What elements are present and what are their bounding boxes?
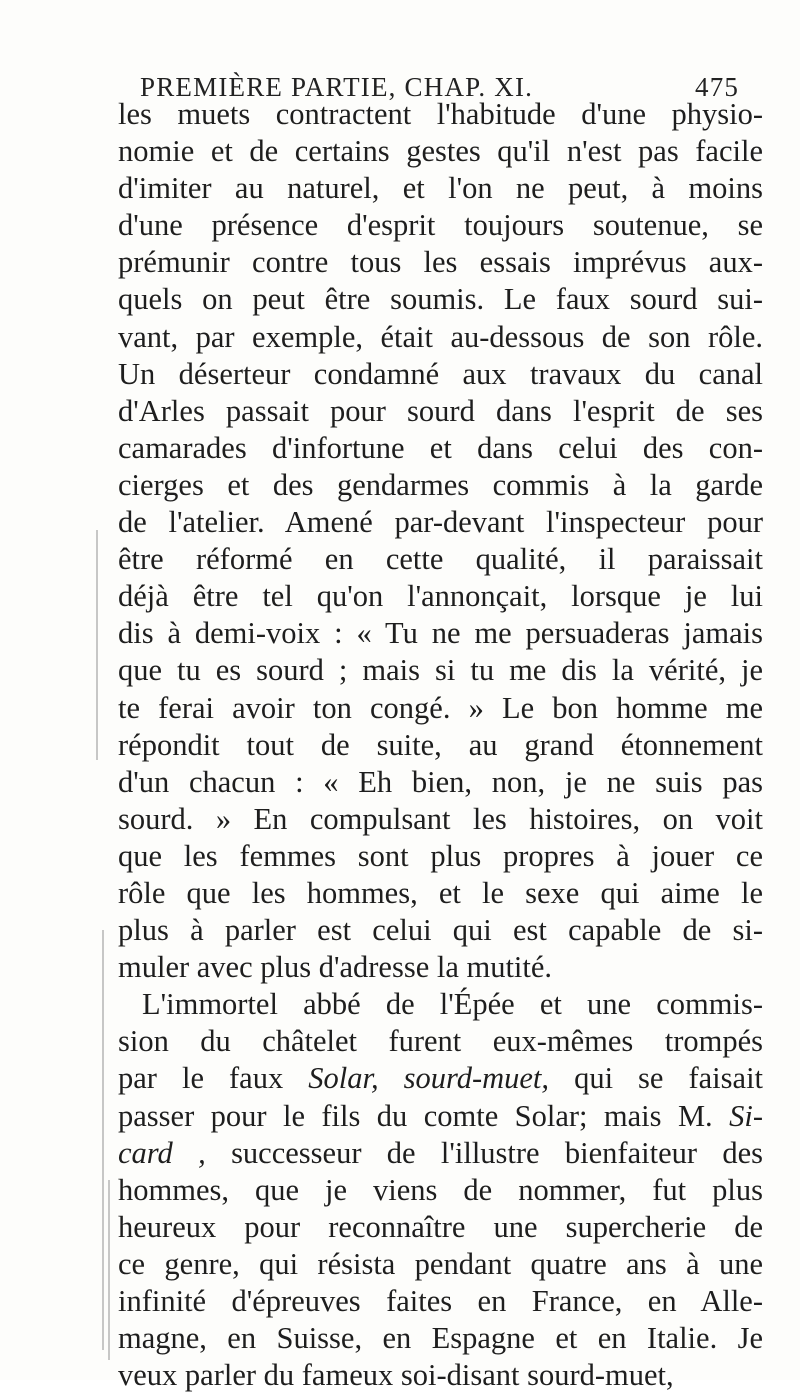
text-line: vant, par exemple, était au-dessous de son rôle. [118, 319, 763, 354]
text-line-with-italics [118, 1135, 763, 1172]
text-line: d'un chacun : « Eh bien, non, je ne suis pas [118, 764, 763, 799]
text-line: magne, en Suisse, en Espagne et en Italie. Je [118, 1321, 763, 1356]
text-line: muler avec plus d'adresse la mutité. [118, 950, 553, 985]
page-number: 475 [695, 72, 740, 102]
text-line: quels on peut être soumis. Le faux sourd sui- [118, 282, 763, 317]
text-line: que tu es sourd ; mais si tu me dis la vérité, je [118, 653, 763, 688]
body-text [118, 96, 763, 1394]
text-line: L'immortel abbé de l'Épée et une commis- [142, 987, 763, 1022]
text-run: successeur de l'illustre bienfaiteur des [231, 1135, 763, 1170]
text-line: dis à demi-voix : « Tu ne me persuaderas jamais [118, 616, 763, 651]
text-line: que les femmes sont plus propres à jouer ce [118, 838, 763, 873]
text-line-with-italics [118, 1098, 763, 1135]
text-line: sourd. » En compulsant les histoires, on voit [118, 801, 763, 836]
text-line: camarades d'infortune et dans celui des con- [118, 430, 763, 465]
text-line: d'une présence d'esprit toujours soutenue, se [118, 208, 763, 243]
text-line: rôle que les hommes, et le sexe qui aime le [118, 875, 763, 910]
text-line: hommes, que je viens de nommer, fut plus [118, 1172, 763, 1207]
text-line: d'imiter au naturel, et l'on ne peut, à moins [118, 171, 763, 206]
gutter-shadow-line [96, 530, 98, 760]
text-line: veux parler du fameux soi-disant sourd-muet, [118, 1358, 674, 1393]
text-run: par le faux [118, 1061, 284, 1096]
text-line: sion du châtelet furent eux-mêmes trompés [118, 1024, 763, 1059]
text-line: être réformé en cette qualité, il paraissait [118, 542, 763, 577]
italic-run: Si- [729, 1098, 763, 1133]
italic-run: Solar, sourd-muet, [308, 1061, 550, 1096]
gutter-shadow-line [102, 930, 104, 1350]
text-line: ce genre, qui résista pendant quatre ans à une [118, 1246, 763, 1281]
text-line: les muets contractent l'habitude d'une physio- [118, 97, 763, 131]
text-line: plus à parler est celui qui est capable de si- [118, 913, 763, 948]
text-line: heureux pour reconnaître une supercherie de [118, 1209, 763, 1244]
text-line: de l'atelier. Amené par-devant l'inspecteur pour [118, 505, 763, 540]
text-line-with-italics [118, 1060, 763, 1097]
text-line: prémunir contre tous les essais imprévus aux- [118, 245, 763, 280]
text-line: te ferai avoir ton congé. » Le bon homme me [118, 690, 763, 725]
running-title: PREMIÈRE PARTIE, CHAP. XI. [140, 72, 534, 102]
text-run: passer pour le fils du comte Solar; mais M. [118, 1098, 713, 1133]
text-run: qui se faisait [574, 1061, 763, 1096]
text-line: nomie et de certains gestes qu'il n'est pas facile [118, 134, 763, 169]
text-line: d'Arles passait pour sourd dans l'esprit de ses [118, 393, 763, 428]
italic-run: card , [118, 1135, 206, 1170]
text-line: répondit tout de suite, au grand étonnement [118, 727, 763, 762]
text-line: Un déserteur condamné aux travaux du canal [118, 356, 763, 391]
text-line: déjà être tel qu'on l'annonçait, lorsque je lui [118, 579, 763, 614]
text-line: cierges et des gendarmes commis à la garde [118, 467, 763, 502]
text-line: infinité d'épreuves faites en France, en Alle- [118, 1284, 763, 1318]
gutter-shadow-line [108, 1180, 110, 1360]
